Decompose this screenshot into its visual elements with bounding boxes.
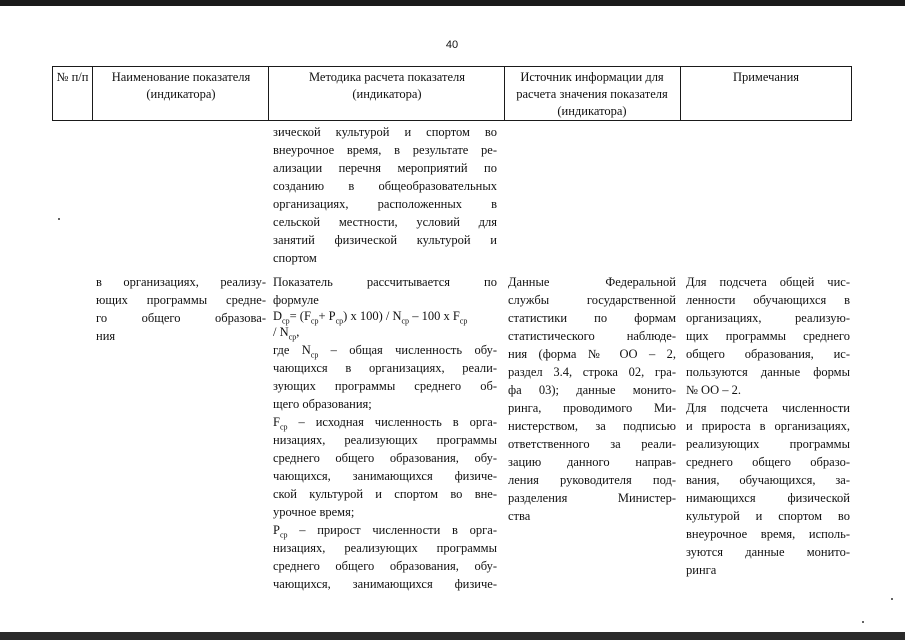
source-line: ства [508,509,531,523]
source-line: нистерством, за подписью [508,419,676,433]
col-divider-4 [680,66,681,121]
method-line: низациях, реализующих программы [273,433,497,447]
formula-line: $D_{ср}= (F_{ср}+ P_{ср})$ x $100) / N_{ср} - 100$ x $F_{ср}$ [273,309,468,326]
notes-line: пользуются данные формы [686,365,850,379]
method-line: зующих программы среднего об- [273,379,497,393]
notes-line: Для подсчета общей чис- [686,275,850,289]
method-line: урочное время; [273,505,355,519]
header-calculation-method: Методика расчета показателя (индикатора) [308,70,466,101]
method-line: среднего общего образования, обу- [273,451,497,465]
scan-bottom-border [0,632,905,640]
source-line: службы государственной [508,293,676,307]
scan-speck [862,621,864,623]
method-line: зической культурой и спортом во [273,125,497,139]
indicator-name-line: ющих программы средне- [96,293,266,307]
header-notes: Примечания [732,70,800,84]
table-left-border [52,66,53,121]
page-number: 40 [445,39,459,51]
indicator-name-line: го общего образова- [96,311,266,325]
method-line: спортом [273,251,317,265]
scan-speck [58,218,60,220]
source-line: фа 03); данные монито- [508,383,676,397]
method-line: внеурочное время, в результате ре- [273,143,497,157]
indicator-name-line: ния [96,329,116,343]
method-line: Показатель рассчитывается по [273,275,497,289]
source-line: зацию данного направ- [508,455,676,469]
method-line: чающихся в организациях, реали- [273,361,497,375]
scan-top-border [0,0,905,6]
method-line: ской культурой и спортом во вне- [273,487,497,501]
method-line: ализации перечня мероприятий по [273,161,497,175]
source-line: Данные Федеральной [508,275,676,289]
method-line: организациях, расположенных в [273,197,497,211]
source-line: разделения Министер- [508,491,676,505]
notes-line: внеурочное время, исполь- [686,527,850,541]
method-line: чающихся, занимающихся физиче- [273,577,497,591]
notes-line: Для подсчета численности [686,401,850,415]
notes-line: зуются данные монито- [686,545,850,559]
method-line: занятий физической культурой и [273,233,497,247]
notes-line: ленности обучающихся в [686,293,850,307]
source-line: ния (форма № ОО – 2, [508,347,676,361]
notes-line: общего образования, ис- [686,347,850,361]
formula-line: / $N_{ср}$, [273,325,300,342]
method-line: щего образования; [273,397,372,411]
method-line: среднего общего образования, обу- [273,559,497,573]
notes-line: ринга [686,563,717,577]
notes-line: щих программы среднего [686,329,850,343]
table-header-bottom-border [52,120,852,121]
source-line: ринга, проводимого Ми- [508,401,676,415]
col-divider-3 [504,66,505,121]
method-line: низациях, реализующих программы [273,541,497,555]
notes-line: вания, обучающихся, за- [686,473,850,487]
table-top-border [52,66,852,67]
notes-line: реализующих программы [686,437,850,451]
notes-line: организациях, реализую- [686,311,850,325]
indicator-name-line: в организациях, реализу- [96,275,266,289]
source-line: раздел 3.4, строка 02, гра- [508,365,676,379]
notes-line: нимающихся физической [686,491,850,505]
method-line: где $N_{ср}$ – общая численность обу- [273,343,497,360]
notes-line: № ОО – 2. [686,383,741,397]
header-number: № п/п [56,70,89,84]
source-line: статистического наблюде- [508,329,676,343]
scan-speck [891,598,893,600]
header-information-source: Источник информации для расчета значения показателя (индикатора) [516,70,668,118]
method-line: созданию в общеобразовательных [273,179,497,193]
header-indicator-name: Наименование показателя (индикатора) [111,70,251,101]
col-divider-2 [268,66,269,121]
source-line: ответственного за реали- [508,437,676,451]
table-right-border [851,66,852,121]
method-line: $P_{ср}$ – прирост численности в орга- [273,523,497,540]
col-divider-1 [92,66,93,121]
method-line: формуле [273,293,319,307]
method-line: $F_{ср}$ – исходная численность в орга- [273,415,497,432]
method-line: сельской местности, условий для [273,215,497,229]
notes-line: культурой и спортом во [686,509,850,523]
source-line: статистики по формам [508,311,676,325]
notes-line: среднего общего образо- [686,455,850,469]
notes-line: и прироста в организациях, [686,419,850,433]
source-line: ления руководителя под- [508,473,676,487]
method-line: чающихся, занимающихся физиче- [273,469,497,483]
